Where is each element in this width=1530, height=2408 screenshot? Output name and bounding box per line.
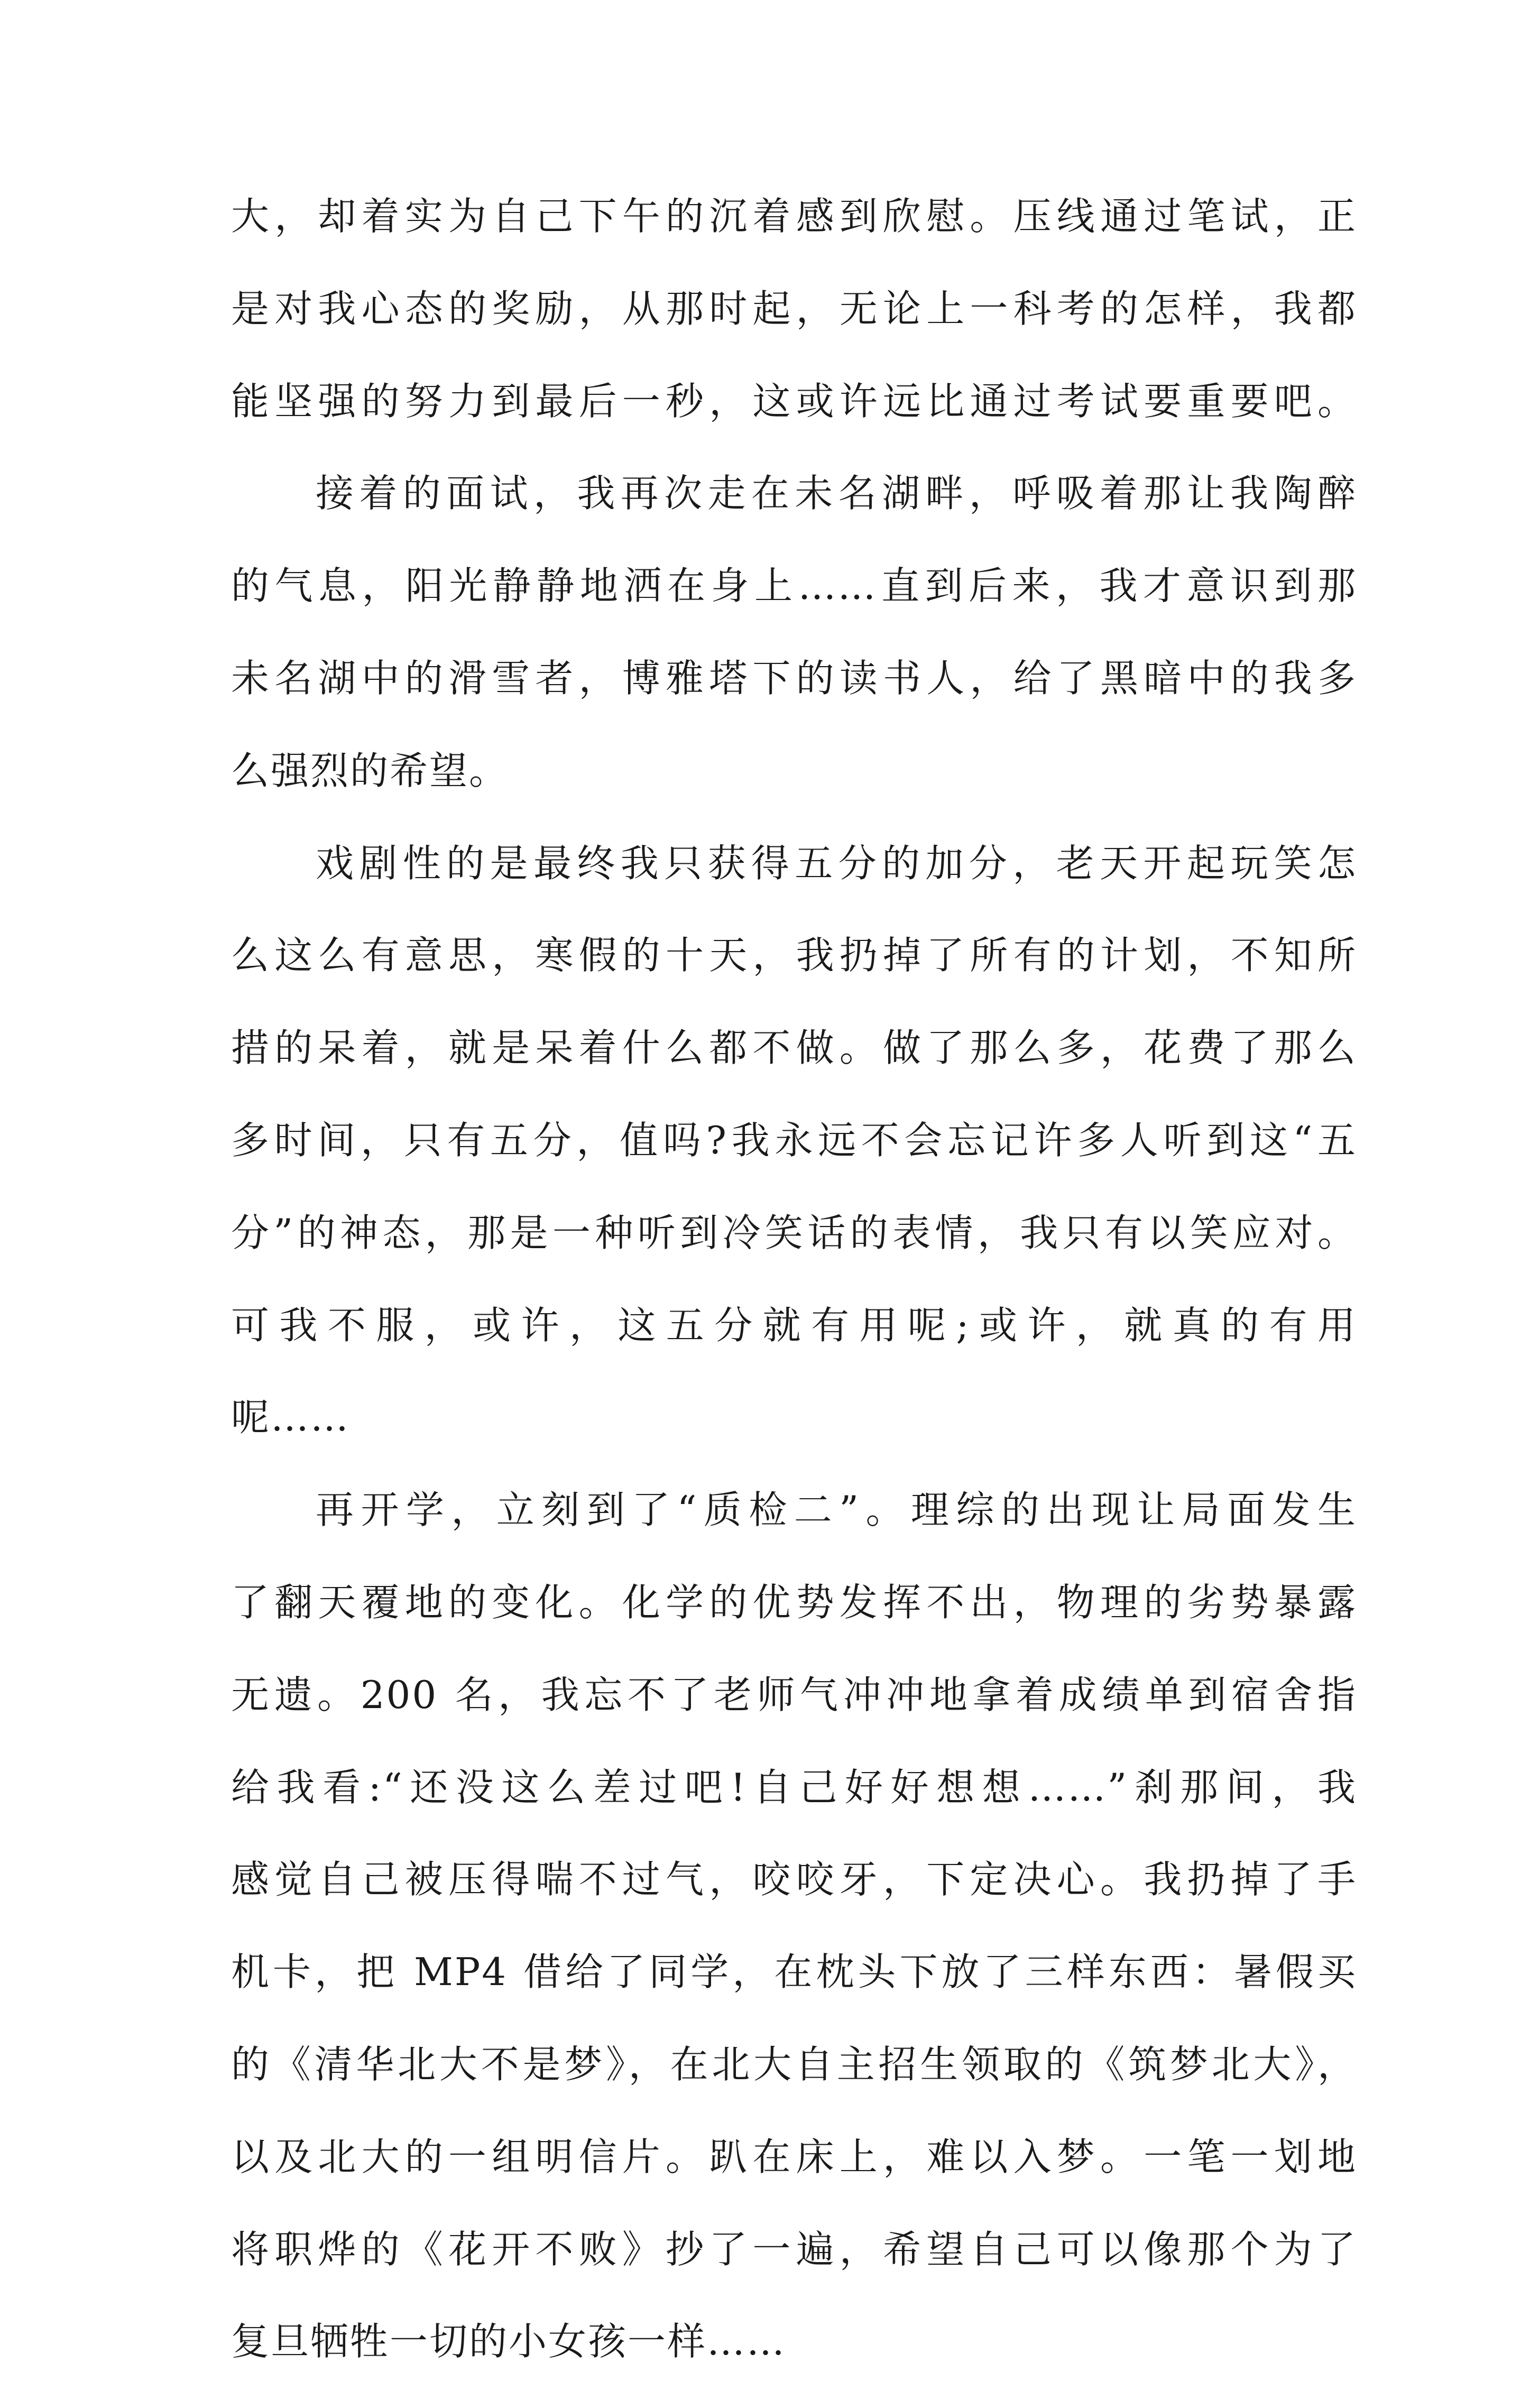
text-line: 感觉自己被压得喘不过气，咬咬牙，下定决心。我扔掉了手 <box>231 1857 1357 1902</box>
text-line: 是对我心态的奖励，从那时起，无论上一科考的怎样，我都 <box>231 286 1357 331</box>
text-line: 将职烨的《花开不败》抄了一遍，希望自己可以像那个为了 <box>231 2227 1357 2272</box>
text-line: 机卡，把 MP4 借给了同学，在枕头下放了三样东西：暑假买 <box>231 1950 1357 1995</box>
text-line: 能坚强的努力到最后一秒，这或许远比通过考试要重要吧。 <box>231 379 1357 423</box>
paragraph-end-line: 复旦牺牲一切的小女孩一样…… <box>231 2319 787 2364</box>
text-line: 分”的神态，那是一种听到冷笑话的表情，我只有以笑应对。 <box>231 1210 1357 1255</box>
paragraph-end-line: 么强烈的希望。 <box>231 748 509 793</box>
text-line: 给我看:“还没这么差过吧!自己好好想想……”刹那间，我 <box>231 1765 1357 1810</box>
text-line: 无遗。200 名，我忘不了老师气冲冲地拿着成绩单到宿舍指 <box>231 1672 1357 1717</box>
text-line: 的《清华北大不是梦》，在北大自主招生领取的《筑梦北大》， <box>231 2042 1357 2087</box>
paragraph-start-line: 戏剧性的是最终我只获得五分的加分，老天开起玩笑怎 <box>316 841 1357 885</box>
text-line: 可我不服，或许，这五分就有用呢;或许，就真的有用 <box>231 1303 1357 1348</box>
text-line: 措的呆着，就是呆着什么都不做。做了那么多，花费了那么 <box>231 1026 1357 1071</box>
essay-body <box>231 190 1357 2408</box>
text-line: 的气息，阳光静静地洒在身上……直到后来，我才意识到那 <box>231 564 1357 608</box>
paragraph-end-line: 呢…… <box>231 1395 351 1440</box>
text-line: 未名湖中的滑雪者，博雅塔下的读书人，给了黑暗中的我多 <box>231 656 1357 700</box>
text-line: 了翻天覆地的变化。化学的优势发挥不出，物理的劣势暴露 <box>231 1580 1357 1625</box>
paragraph-start-line: 再开学，立刻到了“质检二”。理综的出现让局面发生 <box>316 1488 1357 1533</box>
paragraph-start-line: 接着的面试，我再次走在未名湖畔，呼吸着那让我陶醉 <box>316 471 1357 516</box>
text-line: 多时间，只有五分，值吗?我永远不会忘记许多人听到这“五 <box>231 1118 1357 1163</box>
text-line: 以及北大的一组明信片。趴在床上，难以入梦。一笔一划地 <box>231 2134 1357 2179</box>
text-line: 么这么有意思，寒假的十天，我扔掉了所有的计划，不知所 <box>231 933 1357 978</box>
text-line: 大，却着实为自己下午的沉着感到欣慰。压线通过笔试，正 <box>231 194 1357 238</box>
